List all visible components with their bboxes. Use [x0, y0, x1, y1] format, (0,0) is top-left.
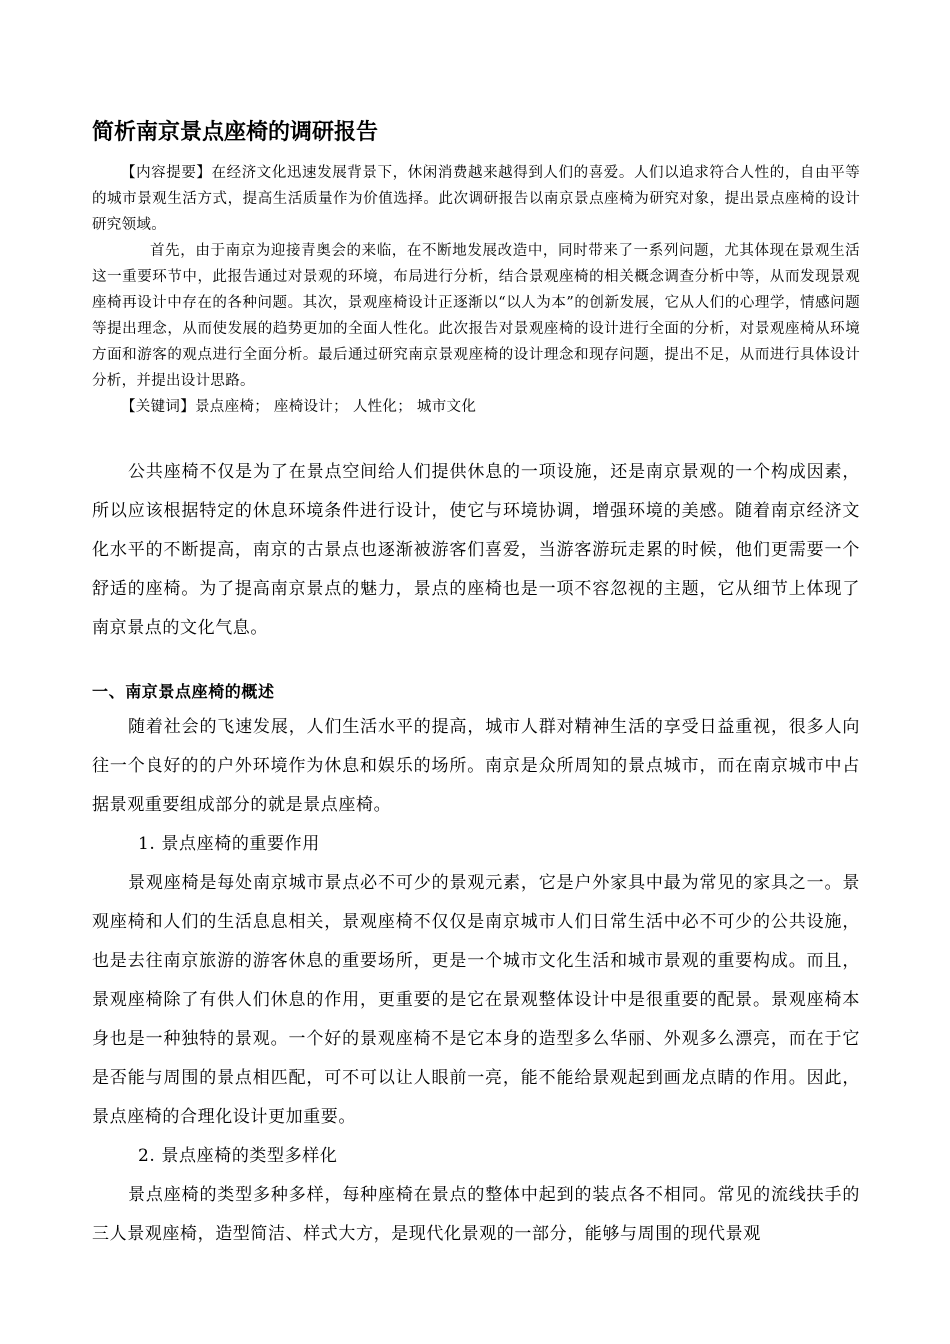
- section-heading: 一、南京景点座椅的概述: [92, 682, 275, 701]
- section-1: [92, 676, 860, 1254]
- intro-paragraph: 公共座椅不仅是为了在景点空间给人们提供休息的一项设施，还是南京景观的一个构成因素，所以应该根据特定的休息环境条件进行设计，使它与环境协调，增强环境的美感。随着南京经济文化水平的不断提高，南京的古景点也逐渐被游客们喜爱，当游客游玩走累的时候，他们更需要一个舒适的座椅。为了提高南京景点的魅力，景点的座椅也是一项不容忽视的主题，它从细节上体现了南京景点的文化气息。: [92, 462, 860, 638]
- page-title: 简析南京景点座椅的调研报告: [92, 120, 379, 145]
- intro-section: [92, 453, 860, 648]
- subsection-heading: 1. 景点座椅的重要作用: [138, 834, 320, 854]
- section-paragraph: 景观座椅是每处南京城市景点必不可少的景观元素，它是户外家具中最为常见的家具之一。景观座椅和人们的生活息息相关，景观座椅不仅仅是南京城市人们日常生活中必不可少的公共设施，也是去往南京旅游的游客休息的重要场所，更是一个城市文化生活和城市景观的重要构成。而且，景观座椅除了有供人们休息的作用，更重要的是它在景观整体设计中是很重要的配景。景观座椅本身也是一种独特的景观。一个好的景观座椅不是它本身的造型多么华丽、外观多么漂亮，而在于它是否能与周围的景点相匹配，可不可以让人眼前一亮，能不能给景观起到画龙点睛的作用。因此，景点座椅的合理化设计更加重要。: [92, 873, 860, 1127]
- section-paragraph: 随着社会的飞速发展，人们生活水平的提高，城市人群对精神生活的享受日益重视，很多人向往一个良好的的户外环境作为休息和娱乐的场所。南京是众所周知的景点城市，而在南京城市中占据景观重要组成部分的就是景点座椅。: [92, 717, 860, 815]
- section-paragraph: 景点座椅的类型多种多样，每种座椅在景点的整体中起到的装点各不相同。常见的流线扶手的三人景观座椅，造型简洁、样式大方，是现代化景观的一部分，能够与周围的现代景观: [92, 1185, 860, 1244]
- abstract-summary: 【内容提要】在经济文化迅速发展背景下，休闲消费越来越得到人们的喜爱。人们以追求符合人性的，自由平等的城市景观生活方式，提高生活质量作为价值选择。此次调研报告以南京景点座椅为研究对象，提出景点座椅的设计研究领域。: [92, 165, 860, 233]
- subsection-heading: 2. 景点座椅的类型多样化: [138, 1146, 338, 1166]
- abstract-block: [92, 160, 860, 420]
- keywords-line: 【关键词】景点座椅； 座椅设计； 人性化； 城市文化: [121, 399, 477, 415]
- abstract-paragraph: 首先，由于南京为迎接青奥会的来临，在不断地发展改造中，同时带来了一系列问题，尤其体现在景观生活这一重要环节中，此报告通过对景观的环境，布局进行分析，结合景观座椅的相关概念调查分析中等，从而发现景观座椅再设计中存在的各种问题。其次，景观座椅设计正逐渐以“以人为本”的创新发展，它从人们的心理学，情感问题等提出理念，从而使发展的趋势更加的全面人性化。此次报告对景观座椅的设计进行全面的分析，对景观座椅从环境方面和游客的观点进行全面分析。最后通过研究南京景观座椅的设计理念和现存问题，提出不足，从而进行具体设计分析，并提出设计思路。: [92, 243, 860, 389]
